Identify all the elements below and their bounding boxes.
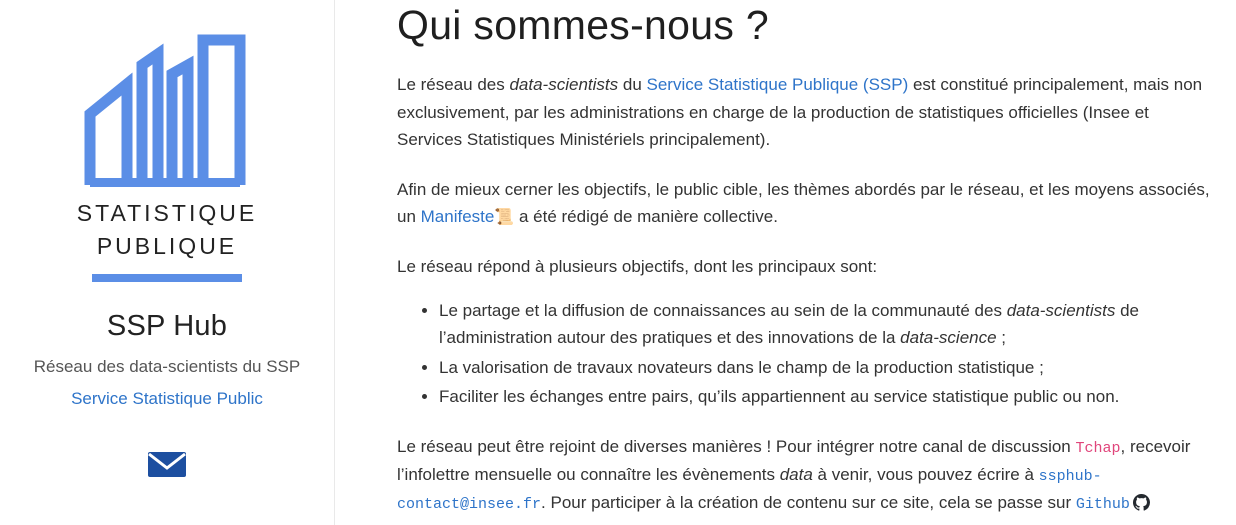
- paragraph-intro: [397, 71, 1210, 154]
- site-org-link-wrap: [0, 389, 334, 409]
- list-item: [439, 354, 1210, 382]
- p4-text-b: , recevoir l’infolettre mensuelle ou connaître les évènements: [397, 436, 1191, 484]
- sidebar: [0, 0, 335, 525]
- p1-text-b: du: [618, 75, 647, 94]
- p2-text-b: a été rédigé de manière collective.: [514, 207, 778, 227]
- paragraph-objectives-lead: Le réseau répond à plusieurs objectifs, dont les principaux sont:: [397, 257, 878, 277]
- logo-wordmark-line2: PUBLIQUE: [96, 233, 238, 259]
- p4-text-d: . Pour participer à la création de contenu sur ce site, cela se passe sur: [541, 493, 1076, 513]
- link-github[interactable]: Github: [1075, 496, 1130, 514]
- github-icon[interactable]: [1133, 496, 1150, 515]
- logo-wordmark-line1: STATISTIQUE: [76, 200, 258, 226]
- p4-text-c: à venir, vous pouvez écrire à: [812, 464, 1039, 484]
- p2-text-a: Afin de mieux cerner les objectifs, le public cible, les thèmes abordés par le réseau, et les moyens associés, un: [397, 179, 1210, 227]
- li2-text: La valorisation de travaux novateurs dans le champ de la production statistique ;: [439, 357, 1044, 377]
- p4-text-a: Le réseau peut être rejoint de diverses manières ! Pour intégrer notre canal de discussion: [397, 436, 1076, 456]
- p4-em-data: data: [779, 464, 813, 484]
- link-contact-email[interactable]: ssphub-contact@insee.fr: [397, 467, 1102, 514]
- github-icon-svg: [1133, 494, 1150, 511]
- logo-wordmark: [0, 200, 334, 282]
- social-links: [0, 449, 334, 483]
- li1-text-b: de l’administration autour des pratiques et des innovations de la: [439, 300, 1139, 348]
- li1-em-data-science: data-science: [900, 328, 997, 348]
- site-subtitle: Réseau des data-scientists du SSP: [33, 357, 301, 376]
- paragraph-join: [397, 433, 1210, 520]
- li1-text-a: Le partage et la diffusion de connaissances au sein de la communauté des: [439, 300, 1007, 320]
- li1-text-c: ;: [996, 328, 1007, 348]
- li3-text: Faciliter les échanges entre pairs, qu’ils appartiennent au service statistique public ou non.: [439, 387, 1120, 407]
- scroll-emoji-icon: 📜: [494, 209, 515, 227]
- link-service-statistique-publique[interactable]: Service Statistique Publique (SSP): [646, 75, 909, 94]
- envelope-icon[interactable]: [147, 449, 187, 483]
- p1-text-a: Le réseau des: [397, 75, 510, 94]
- main-content: [335, 0, 1236, 525]
- page-title: Qui sommes-nous ?: [397, 2, 769, 48]
- code-tchap: Tchap: [1075, 439, 1121, 457]
- envelope-icon-svg: [147, 449, 187, 479]
- paragraph-manifeste: [397, 176, 1210, 231]
- objectives-list: [397, 297, 1210, 411]
- site-title: SSP Hub: [106, 310, 228, 342]
- site-org-link[interactable]: Service Statistique Public: [71, 389, 263, 408]
- list-item: [439, 297, 1210, 352]
- list-item: [439, 383, 1210, 411]
- p1-em-data-scientists: data-scientists: [509, 75, 619, 94]
- link-manifeste[interactable]: Manifeste: [420, 207, 495, 227]
- li1-em-data-scientists: data-scientists: [1006, 300, 1116, 320]
- logo-underline: [92, 274, 242, 282]
- p1-text-c: est constitué principalement, mais non exclusivement, par les administrations en charge de la production de statistiques officielles (Insee et Services Statistiques Ministériels principalement).: [397, 75, 1203, 150]
